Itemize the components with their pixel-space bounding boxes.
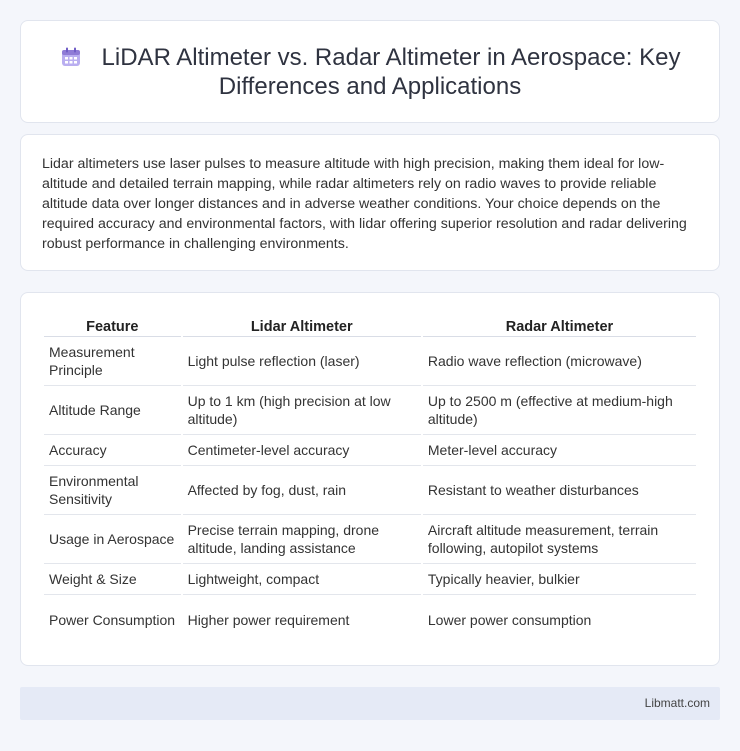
title-card <box>20 20 720 123</box>
intro-card <box>20 134 720 271</box>
intro-paragraph: Lidar altimeters use laser pulses to measure altitude with high precision, making them ideal for low-altitude and detailed terrain mapping, while radar altimeters rely on radio waves to provide reliable altitude data over longer distances and in adverse weather conditions. Your choice depends on the required accuracy and environmental factors, with lidar offering superior resolution and radar delivering robust performance in challenging environments. <box>42 156 687 252</box>
lidar-cell: Light pulse reflection (laser) <box>183 337 421 386</box>
comparison-card <box>20 292 720 666</box>
page-title: LiDAR Altimeter vs. Radar Altimeter in Aerospace: Key Differences and Applications <box>101 44 681 100</box>
page-title-wrap <box>21 43 719 101</box>
table-row <box>44 337 696 386</box>
feature-cell: Environmental Sensitivity <box>44 466 181 515</box>
lidar-cell: Higher power requirement <box>187 611 350 628</box>
feature-cell: Altitude Range <box>44 386 181 435</box>
radar-cell: Lower power consumption <box>427 611 592 628</box>
lidar-cell: Precise terrain mapping, drone altitude, landing assistance <box>183 515 421 564</box>
footer-bar <box>20 687 720 720</box>
table-header-row <box>44 315 696 337</box>
feature-cell: Weight & Size <box>44 564 181 595</box>
table-row <box>44 515 696 564</box>
comparison-table <box>42 315 698 644</box>
table-row <box>44 386 696 435</box>
lidar-cell: Centimeter-level accuracy <box>183 435 421 466</box>
header-feature: Feature <box>44 315 181 337</box>
lidar-cell: Lightweight, compact <box>183 564 421 595</box>
table-row <box>44 564 696 595</box>
header-lidar: Lidar Altimeter <box>183 315 421 337</box>
radar-cell: Aircraft altitude measurement, terrain following, autopilot systems <box>423 515 696 564</box>
radar-cell: Up to 2500 m (effective at medium-high altitude) <box>423 386 696 435</box>
feature-cell: Measurement Principle <box>44 337 181 386</box>
calendar-icon <box>60 46 82 68</box>
radar-cell: Radio wave reflection (microwave) <box>423 337 696 386</box>
feature-cell: Usage in Aerospace <box>44 515 181 564</box>
feature-cell: Accuracy <box>44 435 181 466</box>
radar-cell: Resistant to weather disturbances <box>423 466 696 515</box>
radar-cell: Meter-level accuracy <box>423 435 696 466</box>
lidar-cell: Up to 1 km (high precision at low altitude) <box>183 386 421 435</box>
table-row <box>44 466 696 515</box>
lidar-cell: Affected by fog, dust, rain <box>183 466 421 515</box>
table-row <box>44 595 696 644</box>
header-radar: Radar Altimeter <box>423 315 696 337</box>
table-row <box>44 435 696 466</box>
footer-brand-link[interactable]: Libmatt.com <box>644 696 710 710</box>
feature-cell: Power Consumption <box>49 611 176 628</box>
radar-cell: Typically heavier, bulkier <box>423 564 696 595</box>
